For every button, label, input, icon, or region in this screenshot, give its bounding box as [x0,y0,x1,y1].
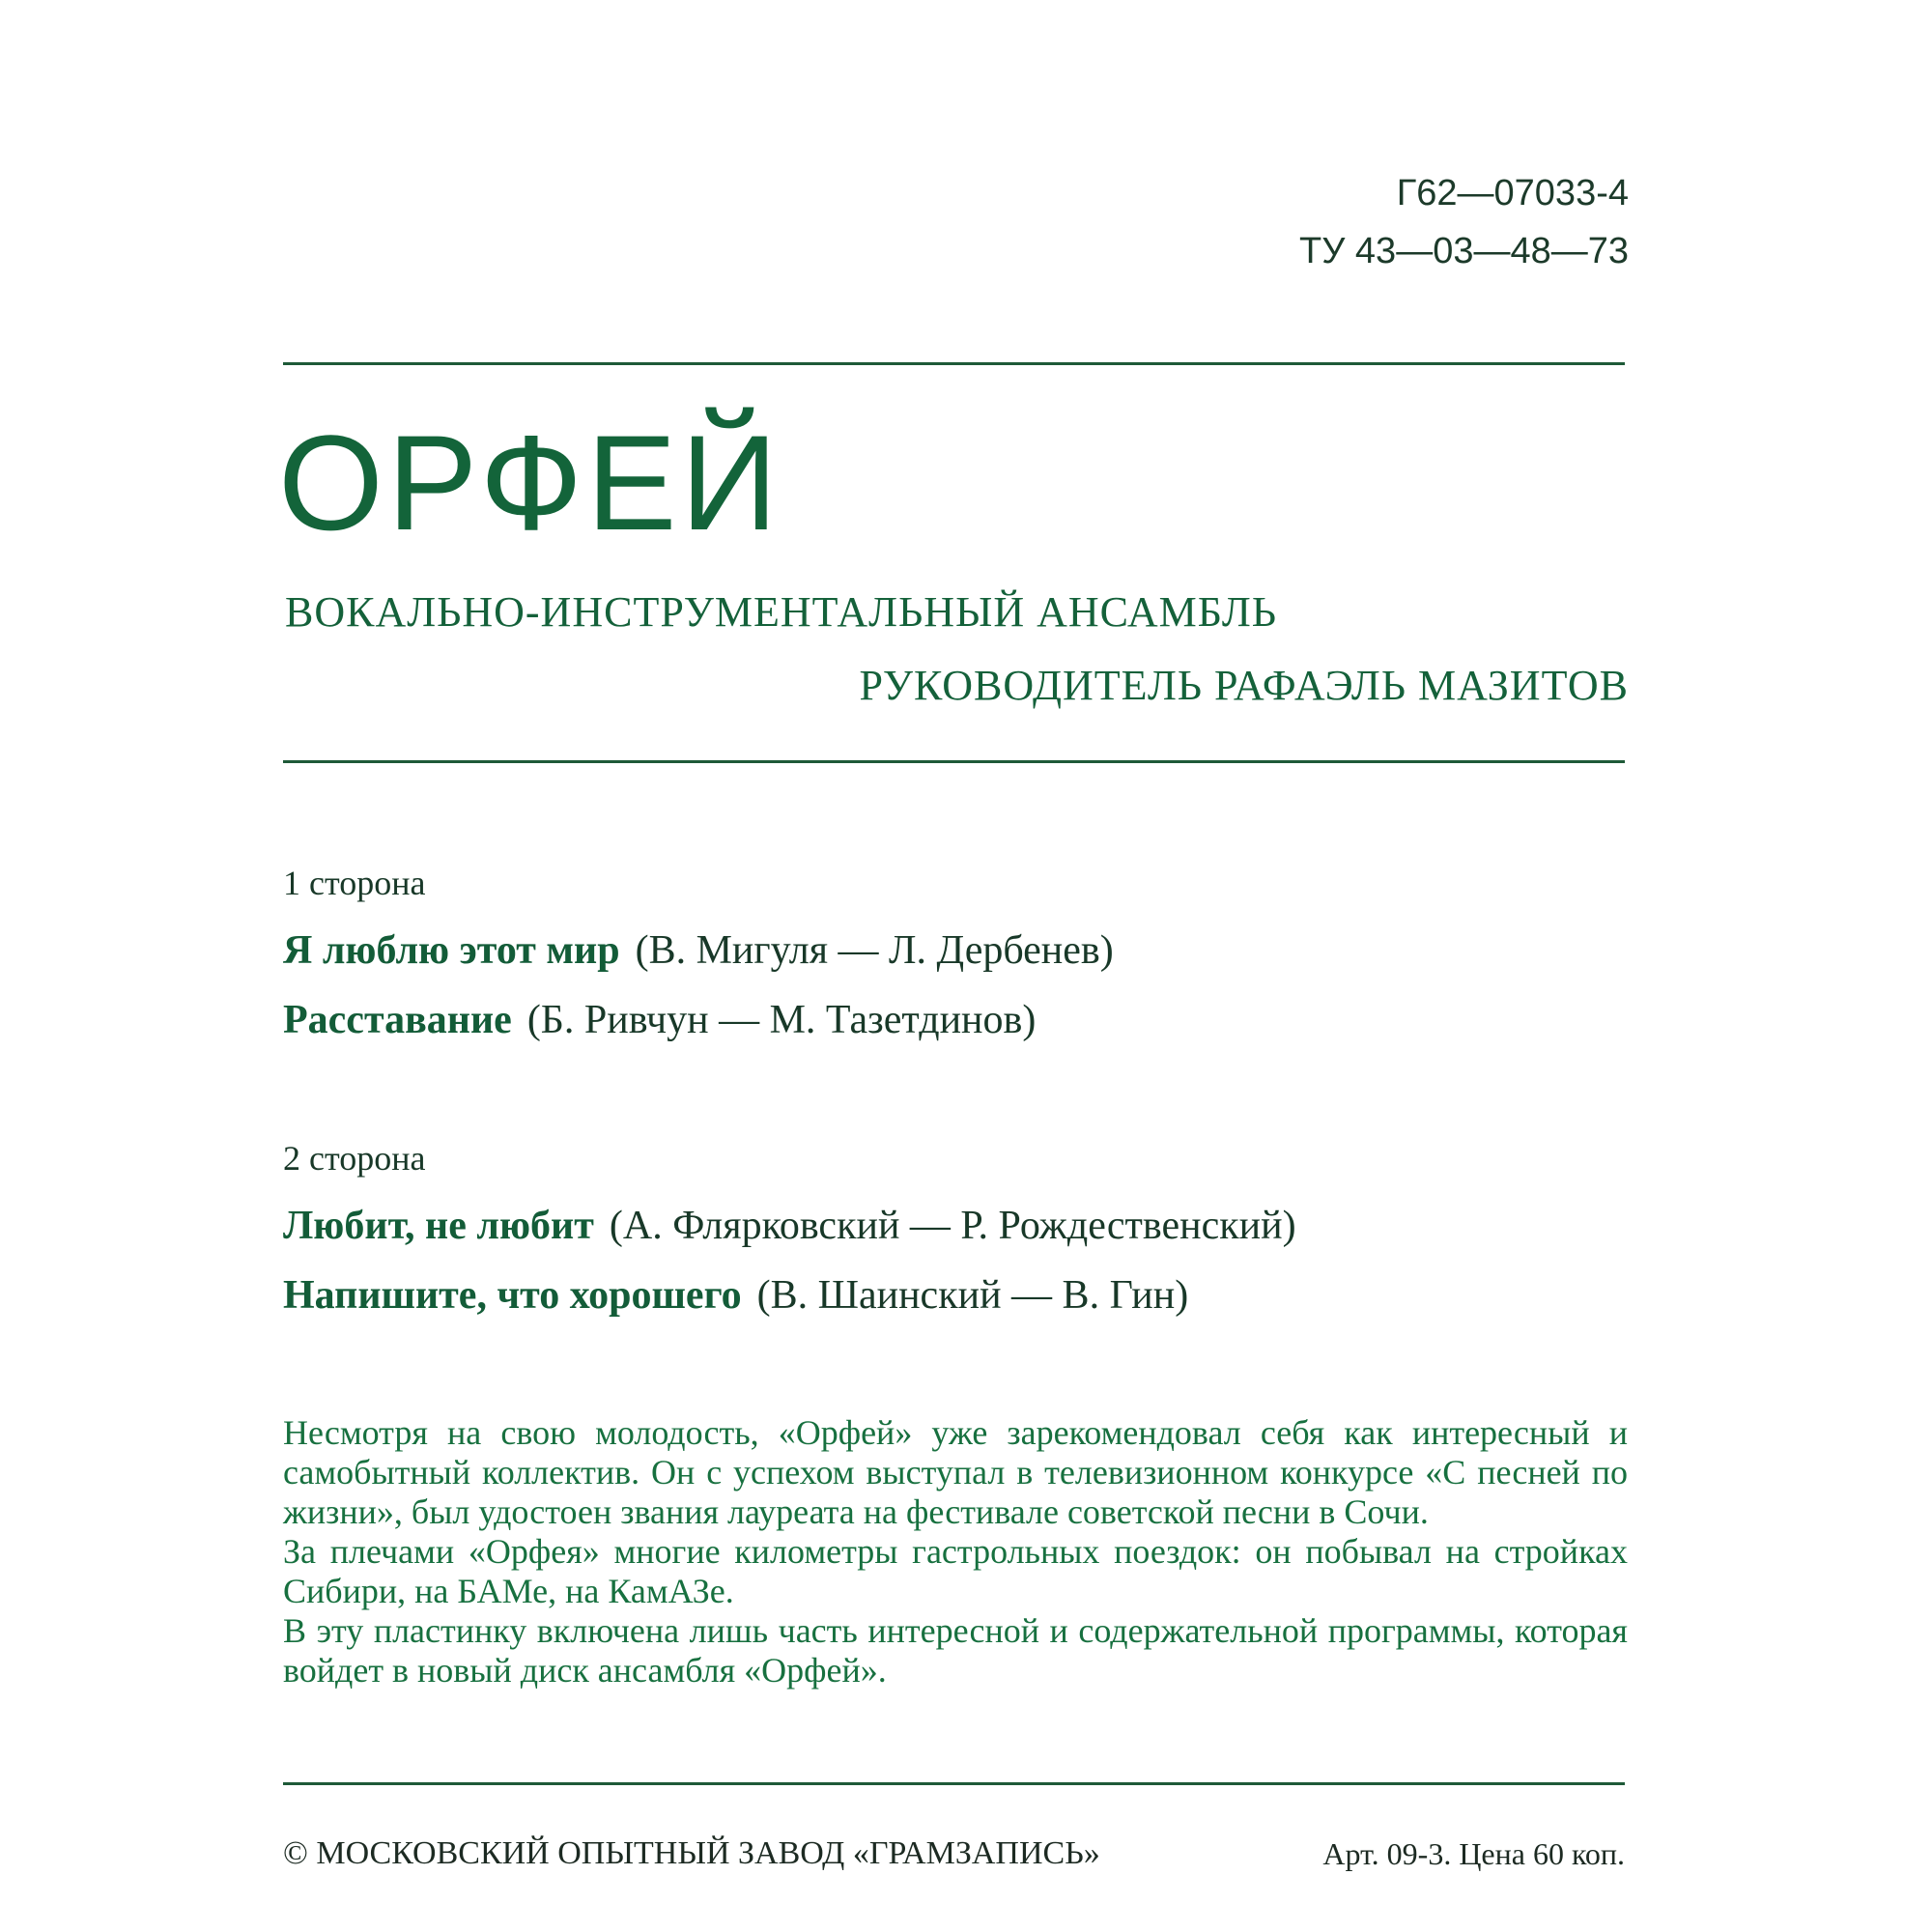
side-2-label: 2 сторона [283,1139,426,1178]
track-credit: (В. Мигуля — Л. Дербенев) [635,928,1114,973]
track-item [283,925,1114,976]
track-item [283,995,1036,1045]
publisher-line: © МОСКОВСКИЙ ОПЫТНЫЙ ЗАВОД «ГРАМЗАПИСЬ» [283,1835,1100,1871]
catalog-block [1299,164,1629,280]
album-title: ОРФЕЙ [278,407,782,558]
track-item [283,1201,1296,1251]
top-divider [283,362,1625,365]
side-1-label: 1 сторона [283,864,426,902]
track-credit: (А. Флярковский — Р. Рождественский) [609,1204,1296,1248]
middle-divider [283,760,1625,763]
track-credit: (Б. Ривчун — М. Тазетдинов) [526,998,1037,1042]
ensemble-subtitle: ВОКАЛЬНО-ИНСТРУМЕНТАЛЬНЫЙ АНСАМБЛЬ [285,588,1278,636]
description-block [283,1413,1628,1690]
track-title: Напишите, что хорошего [283,1273,742,1318]
track-credit: (В. Шаинский — В. Гин) [756,1273,1189,1318]
bottom-divider [283,1782,1625,1785]
catalog-number: Г62—07033-4 [1396,173,1629,213]
description-paragraph: За плечами «Орфея» многие километры гастрольных поездок: он побывал на стройках Сибири, на БАМе, на КамАЗе. [283,1532,1628,1610]
track-title: Расставание [283,998,512,1042]
description-paragraph: Несмотря на свою молодость, «Орфей» уже зарекомендовал себя как интересный и самобытный коллектив. Он с успехом выступал в телевизионном конкурсе «С песней по жизни», был удостоен звания лауреата на фестивале советской песни в Сочи. [283,1413,1628,1531]
standard-code: ТУ 43—03—48—73 [1299,231,1629,271]
track-title: Любит, не любит [283,1204,594,1248]
director-line: РУКОВОДИТЕЛЬ РАФАЭЛЬ МАЗИТОВ [859,662,1629,709]
price-line: Арт. 09-3. Цена 60 коп. [1322,1836,1625,1871]
track-title: Я люблю этот мир [283,928,620,973]
track-item [283,1270,1188,1321]
description-paragraph: В эту пластинку включена лишь часть интересной и содержательной программы, которая войдет в новый диск ансамбля «Орфей». [283,1611,1628,1690]
